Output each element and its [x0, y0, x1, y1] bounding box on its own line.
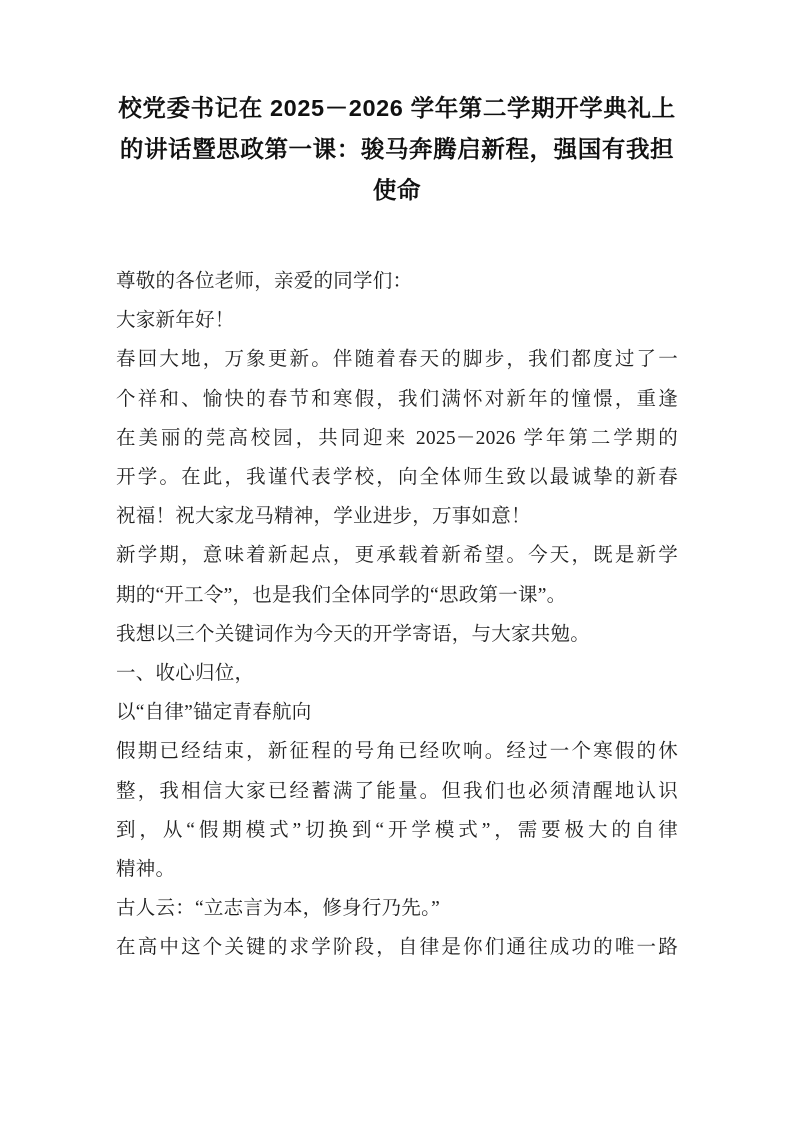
document-body: [116, 262, 678, 968]
body-line: 个祥和、愉快的春节和寒假，我们满怀对新年的憧憬，重逢: [116, 388, 678, 410]
title-line-1: 校党委书记在 2025－2026 学年第二学期开学典礼上: [118, 95, 676, 121]
title-line-3: 使命: [372, 177, 422, 203]
body-line: 开学。在此，我谨代表学校，向全体师生致以最诚挚的新春: [116, 467, 678, 489]
body-line: 祝福！祝大家龙马精神，学业进步，万事如意！: [116, 506, 531, 528]
body-line: 期的“开工令”，也是我们全体同学的“思政第一课”。: [116, 584, 567, 606]
body-line: 我想以三个关键词作为今天的开学寄语，与大家共勉。: [116, 623, 591, 645]
body-line: 在美丽的莞高校园，共同迎来 2025－2026 学年第二学期的: [116, 427, 678, 449]
document-title: [116, 88, 678, 211]
body-line: 春回大地，万象更新。伴随着春天的脚步，我们都度过了一: [116, 349, 678, 371]
body-line: 新学期，意味着新起点，更承载着新希望。今天，既是新学: [116, 545, 678, 567]
body-line: 尊敬的各位老师，亲爱的同学们：: [116, 271, 413, 292]
body-line: 精神。: [116, 859, 176, 881]
body-line: 到，从“假期模式”切换到“开学模式”，需要极大的自律: [116, 819, 678, 841]
body-line: 假期已经结束，新征程的号角已经吹响。经过一个寒假的休: [116, 741, 678, 763]
body-line: 古人云：“立志言为本，修身行乃先。”: [116, 898, 441, 920]
body-line: 大家新年好！: [116, 310, 235, 332]
body-line: 整，我相信大家已经蓄满了能量。但我们也必须清醒地认识: [116, 780, 678, 802]
body-line: 在高中这个关键的求学阶段，自律是你们通往成功的唯一路: [116, 937, 678, 959]
title-line-2: 的讲话暨思政第一课：骏马奔腾启新程，强国有我担: [119, 136, 675, 162]
body-line: 一、收心归位，: [116, 663, 255, 685]
body-line: 以“自律”锚定青春航向: [116, 702, 312, 724]
